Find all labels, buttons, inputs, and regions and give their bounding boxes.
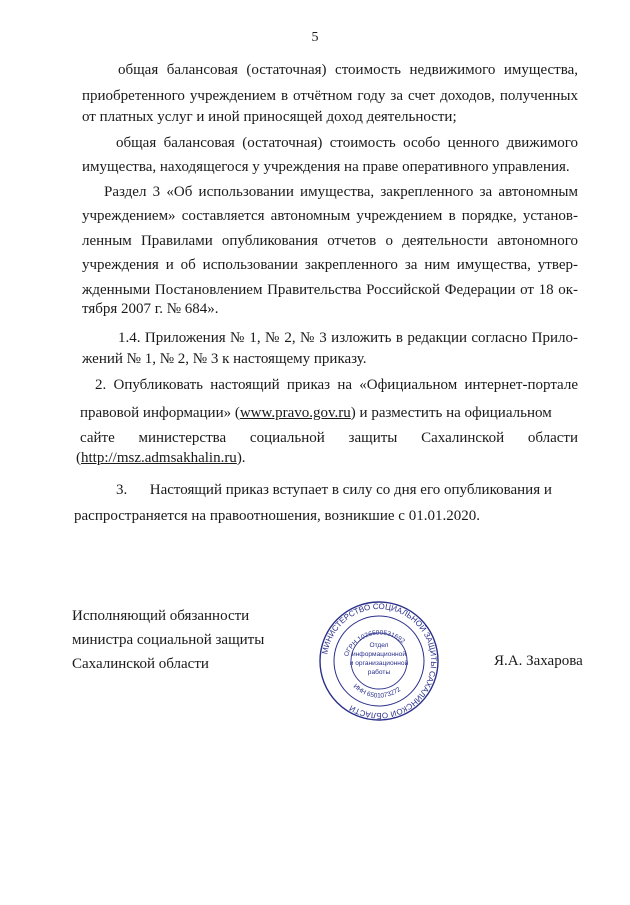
signatory-name: Я.А. Захарова: [494, 653, 583, 669]
svg-text:ИНН 6501073272: [352, 683, 403, 700]
text-line: общая балансовая (остаточная) стоимость недвижимого имущества,: [118, 62, 578, 78]
text-line: ленным Правилами опубликования отчетов о деятельности автономного: [82, 233, 578, 249]
official-stamp: [314, 600, 444, 722]
stamp-center-line: Отдел: [369, 642, 389, 649]
text-line: жений № 1, № 2, № 3 к настоящему приказу.: [82, 351, 367, 367]
text-line: сайте министерства социальной защиты Сахалинской области: [80, 430, 578, 446]
page-number: 5: [311, 30, 319, 45]
text-line: тября 2007 г. № 684».: [82, 301, 219, 317]
text-line: учреждением» составляется автономным учреждением в порядке, установ-: [82, 208, 578, 224]
text-line: 3. Настоящий приказ вступает в силу со дня его опубликования и: [116, 482, 552, 498]
text-line-with-link: [76, 449, 246, 468]
text-line: от платных услуг и иной приносящей доход деятельности;: [82, 109, 457, 125]
text-fragment: (: [76, 450, 81, 466]
text-fragment: правовой информации» (: [80, 405, 240, 421]
signature-title: [72, 604, 264, 676]
stamp-center-line: работы: [367, 669, 391, 676]
text-fragment: ).: [236, 450, 246, 466]
text-line: Раздел 3 «Об использовании имущества, закрепленного за автономным: [104, 184, 578, 200]
text-line: 2. Опубликовать настоящий приказ на «Официальном интернет-портале: [95, 377, 578, 393]
text-line: 1.4. Приложения № 1, № 2, № 3 изложить в редакции согласно Прило-: [118, 330, 578, 346]
msz-link[interactable]: http://msz.admsakhalin.ru: [81, 450, 237, 466]
stamp-seal: [314, 600, 444, 722]
pravo-link[interactable]: www.pravo.gov.ru: [239, 405, 351, 421]
text-line: распространяется на правоотношения, возникшие с 01.01.2020.: [74, 508, 480, 524]
stamp-center-line: информационной: [351, 651, 407, 658]
stamp-center-line: и организационной: [349, 660, 409, 667]
stamp-ring-text: МИНИСТЕРСТВО СОЦИАЛЬНОЙ ЗАЩИТЫ САХАЛИНСКОЙ ОБЛАСТИ: [320, 601, 439, 720]
text-line: общая балансовая (остаточная) стоимость особо ценного движимого: [116, 135, 578, 151]
signature-title-line: министра социальной защиты: [72, 632, 265, 648]
text-line: приобретенного учреждением в отчётном году за счет доходов, полученных: [82, 88, 578, 104]
signature-title-line: Сахалинской области: [72, 656, 209, 672]
text-line: учреждения и об использовании закрепленного за ним имущества, утвер-: [82, 257, 578, 273]
text-line: имущества, находящегося у учреждения на праве оперативного управления.: [82, 159, 570, 175]
stamp-inn-text: ИНН 6501073272: [351, 682, 403, 700]
stamp-ogrn-text: ОГРН 1026500531692: [343, 629, 407, 658]
signature-title-line: Исполняющий обязанности: [72, 608, 250, 624]
text-line: жденными Постановлением Правительства Российской Федерации от 18 ок-: [82, 282, 578, 298]
text-fragment: ) и разместить на официальном: [350, 405, 552, 421]
text-line-with-link: [80, 404, 580, 423]
